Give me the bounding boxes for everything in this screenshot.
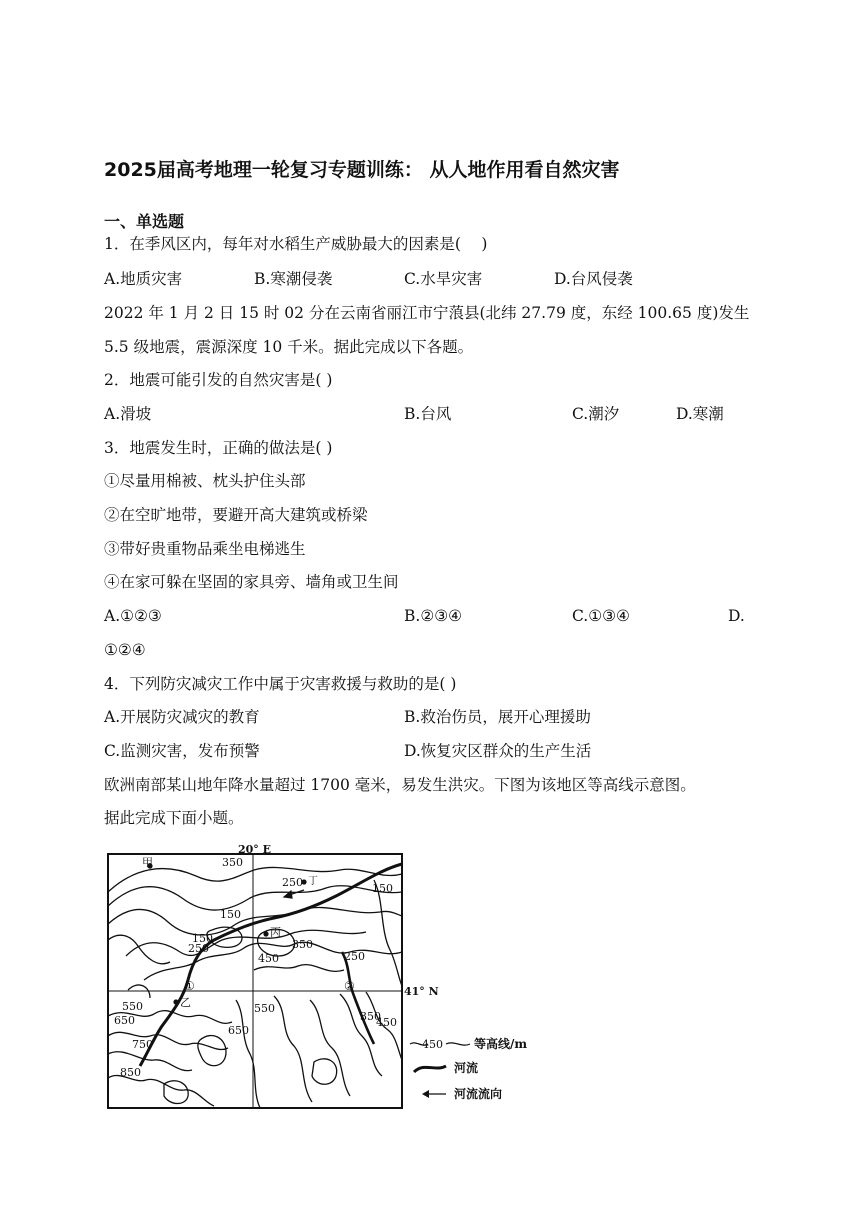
legend-river-label: 河流 [454,1061,479,1075]
svg-text:650: 650 [228,1024,249,1037]
point-bing [263,931,268,936]
question-2-option-b: B.台风 [404,405,452,423]
main-river [140,864,402,1066]
question-3-statement-3: ③带好贵重物品乘坐电梯逃生 [104,540,306,558]
question-3-statement-1: ①尽量用棉被、枕头护住头部 [104,472,306,490]
material-1-line-1: 2022 年 1 月 2 日 15 时 02 分在云南省丽江市宁蒗县(北纬 27.79 度，东经 100.65 度)发生 [104,304,750,322]
question-3-stem: 3．地震发生时，正确的做法是( ) [104,439,333,457]
latitude-label: 41° N [404,985,439,998]
page-title: 2025届高考地理一轮复习专题训练： 从人地作用看自然灾害 [104,159,620,181]
place-label-yi: 乙 [180,996,191,1009]
question-3-statement-4: ④在家可躲在坚固的家具旁、墙角或卫生间 [104,573,399,591]
svg-text:250: 250 [282,876,303,889]
svg-text:150: 150 [220,908,241,921]
svg-text:650: 650 [114,1014,135,1027]
svg-text:250: 250 [188,942,209,955]
question-4-option-b: B.救治伤员，展开心理援助 [404,708,591,726]
question-3-option-c: C.①③④ [572,607,630,625]
material-2-line-2: 据此完成下面小题。 [104,809,244,827]
svg-text:850: 850 [120,1066,141,1079]
legend-flow-label: 河流流向 [454,1087,503,1101]
svg-text:350: 350 [222,856,243,869]
contour-lines [108,867,402,1108]
longitude-label: 20° E [238,843,272,856]
material-2-line-1: 欧洲南部某山地年降水量超过 1700 毫米，易发生洪灾。下图为该地区等高线示意图。 [104,776,696,794]
question-3-option-d-prefix: D. [728,607,745,625]
place-label-2: ② [344,979,355,993]
place-label-bing: 丙 [270,926,281,939]
map-legend [410,1036,527,1101]
place-label-ding: 丁 [308,876,318,887]
question-1-stem: 1．在季风区内，每年对水稻生产威胁最大的因素是( ) [104,235,488,253]
place-label-jia: 甲 [142,856,153,869]
svg-text:250: 250 [344,950,365,963]
svg-text:150: 150 [372,882,393,895]
question-2-stem: 2．地震可能引发的自然灾害是( ) [104,371,333,389]
svg-text:350: 350 [292,938,313,951]
question-4-option-d: D.恢复灾区群众的生产生活 [404,742,592,760]
map-frame [108,854,402,1108]
material-1-line-2: 5.5 级地震，震源深度 10 千米。据此完成以下各题。 [104,338,474,356]
question-3-option-b: B.②③④ [404,607,463,625]
flow-arrows [284,890,304,898]
legend-river-sample [414,1066,446,1072]
contour-map [104,840,534,1112]
question-1-option-a: A.地质灾害 [104,270,183,288]
question-1-option-b: B.寒潮侵袭 [254,270,333,288]
question-2-option-d: D.寒潮 [676,405,724,423]
point-yi [173,999,178,1004]
svg-text:550: 550 [122,1000,143,1013]
svg-text:450: 450 [376,1016,397,1029]
place-label-1: ① [184,979,195,993]
question-4-stem: 4．下列防灾减灾工作中属于灾害救援与救助的是( ) [104,675,457,693]
question-1-option-d: D.台风侵袭 [554,270,633,288]
question-3-option-d: ①②④ [104,641,146,659]
question-1-option-c: C.水旱灾害 [404,270,483,288]
question-4-option-a: A.开展防灾减灾的教育 [104,708,260,726]
contour-value-labels [114,856,397,1079]
svg-text:550: 550 [254,1002,275,1015]
question-2-option-a: A.滑坡 [104,405,152,423]
question-4-option-c: C.监测灾害，发布预警 [104,742,260,760]
question-2-option-c: C.潮汐 [572,405,620,423]
svg-text:350: 350 [360,1010,381,1023]
svg-text:150: 150 [192,932,213,945]
legend-contour-label: 等高线/m [474,1037,528,1051]
legend-contour-value: 450 [422,1038,443,1051]
question-3-option-a: A.①②③ [104,607,162,625]
question-3-statement-2: ②在空旷地带，要避开高大建筑或桥梁 [104,506,368,524]
svg-text:450: 450 [258,952,279,965]
section-heading: 一、单选题 [104,212,185,231]
svg-text:750: 750 [132,1038,153,1051]
